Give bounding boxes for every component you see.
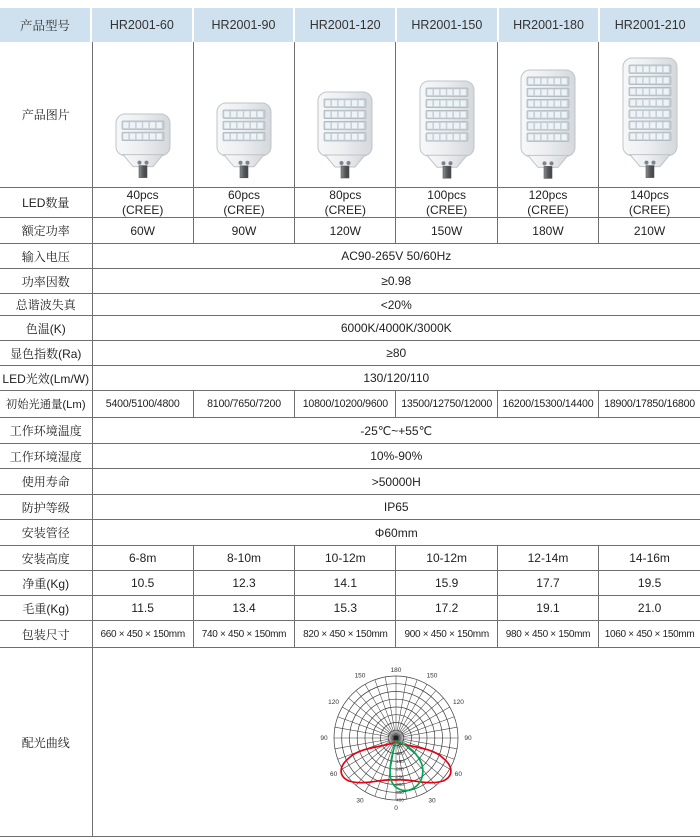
spec-value: IP65 (92, 495, 700, 520)
gross-weight-cell: 21.0 (599, 596, 700, 621)
header-model-cell: HR2001-150 (397, 8, 497, 42)
spec-label: LED光效(Lm/W) (0, 366, 92, 391)
spec-label: 工作环境湿度 (0, 444, 92, 469)
spec-value: 10%-90% (92, 444, 700, 469)
product-image-cell (599, 42, 700, 188)
net-weight-cell: 19.5 (599, 571, 700, 596)
height-cell: 12-14m (497, 546, 598, 571)
svg-text:150: 150 (354, 672, 366, 680)
spec-table (0, 42, 700, 837)
product-image-cell (497, 42, 598, 188)
row-cri (0, 341, 700, 366)
spec-label: 输入电压 (0, 244, 92, 269)
svg-text:30: 30 (356, 796, 364, 804)
led-brand: (CREE) (527, 202, 569, 217)
package-cell: 900 × 450 × 150mm (396, 621, 497, 648)
svg-text:0: 0 (394, 804, 399, 812)
row-thd (0, 294, 700, 316)
row-install-height (0, 546, 700, 571)
svg-text:90: 90 (464, 734, 472, 742)
streetlight-image (396, 42, 496, 187)
svg-text:400: 400 (396, 797, 405, 802)
row-efficacy (0, 366, 700, 391)
flux-cell: 16200/15300/14400 (497, 391, 598, 418)
package-cell: 740 × 450 × 150mm (193, 621, 294, 648)
spec-value: ≥0.98 (92, 269, 700, 294)
svg-text:120: 120 (328, 698, 340, 706)
row-work-humidity (0, 444, 700, 469)
distribution-chart-cell (92, 648, 700, 837)
row-input-voltage (0, 244, 700, 269)
spec-label: 总谐波失真 (0, 294, 92, 316)
svg-text:300: 300 (396, 781, 405, 787)
header-model-cell: HR2001-120 (295, 8, 395, 42)
row-ip-rating (0, 495, 700, 520)
header-label-cell: 产品型号 (0, 8, 90, 42)
led-qty-cell (396, 188, 497, 218)
svg-text:250: 250 (396, 773, 405, 779)
spec-label: 功率因数 (0, 269, 92, 294)
svg-text:30: 30 (428, 796, 436, 804)
spec-label: 使用寿命 (0, 469, 92, 495)
led-qty-cell (92, 188, 193, 218)
streetlight-image (498, 42, 598, 187)
svg-text:60: 60 (455, 770, 463, 778)
spec-label: 毛重(Kg) (0, 596, 92, 621)
gross-weight-cell: 15.3 (295, 596, 396, 621)
led-qty: 80pcs (329, 188, 362, 203)
power-cell: 150W (396, 218, 497, 244)
row-lifespan (0, 469, 700, 495)
led-brand: (CREE) (223, 202, 265, 217)
spec-value: 130/120/110 (92, 366, 700, 391)
svg-text:150: 150 (396, 758, 405, 764)
flux-cell: 10800/10200/9600 (295, 391, 396, 418)
net-weight-cell: 17.7 (497, 571, 598, 596)
power-cell: 60W (92, 218, 193, 244)
package-cell: 1060 × 450 × 150mm (599, 621, 700, 648)
flux-cell: 8100/7650/7200 (193, 391, 294, 418)
svg-text:120: 120 (453, 698, 465, 706)
height-cell: 10-12m (295, 546, 396, 571)
led-qty-cell (193, 188, 294, 218)
svg-text:100: 100 (396, 750, 405, 756)
spec-label: 产品图片 (0, 42, 92, 188)
spec-label: 工作环境温度 (0, 418, 92, 444)
header-model-cell: HR2001-180 (499, 8, 599, 42)
spec-value: AC90-265V 50/60Hz (92, 244, 700, 269)
svg-text:150: 150 (426, 672, 438, 680)
header-model-cell: HR2001-60 (92, 8, 192, 42)
row-rated-power (0, 218, 700, 244)
gross-weight-cell: 19.1 (497, 596, 598, 621)
led-qty-cell (497, 188, 598, 218)
spec-label: LED数量 (0, 188, 92, 218)
row-luminous-flux (0, 391, 700, 418)
power-cell: 210W (599, 218, 700, 244)
header-model-cell: HR2001-210 (600, 8, 700, 42)
light-distribution-chart (296, 648, 496, 837)
led-qty-cell (295, 188, 396, 218)
net-weight-cell: 14.1 (295, 571, 396, 596)
svg-text:200: 200 (396, 766, 405, 771)
net-weight-cell: 15.9 (396, 571, 497, 596)
led-brand: (CREE) (628, 202, 671, 217)
svg-text:90: 90 (320, 734, 328, 742)
led-brand: (CREE) (324, 202, 366, 217)
row-product-images (0, 42, 700, 188)
flux-cell: 18900/17850/16800 (599, 391, 700, 418)
streetlight-image (194, 42, 294, 187)
svg-text:60: 60 (330, 770, 338, 778)
spec-value: 6000K/4000K/3000K (92, 316, 700, 341)
height-cell: 6-8m (92, 546, 193, 571)
table-header-row (0, 8, 700, 42)
svg-text:180: 180 (390, 666, 402, 674)
led-qty: 140pcs (630, 188, 669, 203)
package-cell: 820 × 450 × 150mm (295, 621, 396, 648)
header-model-cell: HR2001-90 (194, 8, 294, 42)
led-brand: (CREE) (121, 202, 164, 217)
product-image-cell (396, 42, 497, 188)
spec-value: -25℃~+55℃ (92, 418, 700, 444)
product-image-cell (295, 42, 396, 188)
flux-cell: 13500/12750/12000 (396, 391, 497, 418)
package-cell: 980 × 450 × 150mm (497, 621, 598, 648)
spec-label: 显色指数(Ra) (0, 341, 92, 366)
product-image-cell (193, 42, 294, 188)
net-weight-cell: 10.5 (92, 571, 193, 596)
spec-value: Φ60mm (92, 520, 700, 546)
row-work-temp (0, 418, 700, 444)
spec-label: 配光曲线 (0, 648, 92, 837)
row-package-size (0, 621, 700, 648)
spec-label: 额定功率 (0, 218, 92, 244)
streetlight-image (599, 42, 700, 187)
spec-label: 初始光通量(Lm) (0, 391, 92, 418)
svg-text:50: 50 (397, 742, 403, 748)
row-color-temp (0, 316, 700, 341)
led-qty: 60pcs (227, 188, 260, 203)
spec-value: >50000H (92, 469, 700, 495)
row-power-factor (0, 269, 700, 294)
product-image-cell (92, 42, 193, 188)
streetlight-image (295, 42, 395, 187)
spec-label: 防护等级 (0, 495, 92, 520)
gross-weight-cell: 17.2 (396, 596, 497, 621)
led-qty-cell (599, 188, 700, 218)
gross-weight-cell: 13.4 (193, 596, 294, 621)
flux-cell: 5400/5100/4800 (92, 391, 193, 418)
net-weight-cell: 12.3 (193, 571, 294, 596)
streetlight-image (93, 42, 193, 187)
spec-label: 安装高度 (0, 546, 92, 571)
power-cell: 120W (295, 218, 396, 244)
spec-label: 色温(K) (0, 316, 92, 341)
led-brand: (CREE) (425, 202, 468, 217)
package-cell: 660 × 450 × 150mm (92, 621, 193, 648)
height-cell: 10-12m (396, 546, 497, 571)
row-distribution-curve (0, 648, 700, 837)
svg-text:350: 350 (396, 789, 405, 795)
height-cell: 14-16m (599, 546, 700, 571)
led-qty: 120pcs (528, 188, 568, 203)
row-pole-diameter (0, 520, 700, 546)
spec-label: 安装管径 (0, 520, 92, 546)
spec-label: 包装尺寸 (0, 621, 92, 648)
row-net-weight (0, 571, 700, 596)
power-cell: 180W (497, 218, 598, 244)
gross-weight-cell: 11.5 (92, 596, 193, 621)
spec-value: <20% (92, 294, 700, 316)
height-cell: 8-10m (193, 546, 294, 571)
row-led-qty (0, 188, 700, 218)
spec-value: ≥80 (92, 341, 700, 366)
row-gross-weight (0, 596, 700, 621)
spec-label: 净重(Kg) (0, 571, 92, 596)
power-cell: 90W (193, 218, 294, 244)
led-qty: 100pcs (427, 188, 466, 203)
led-qty: 40pcs (126, 188, 159, 203)
